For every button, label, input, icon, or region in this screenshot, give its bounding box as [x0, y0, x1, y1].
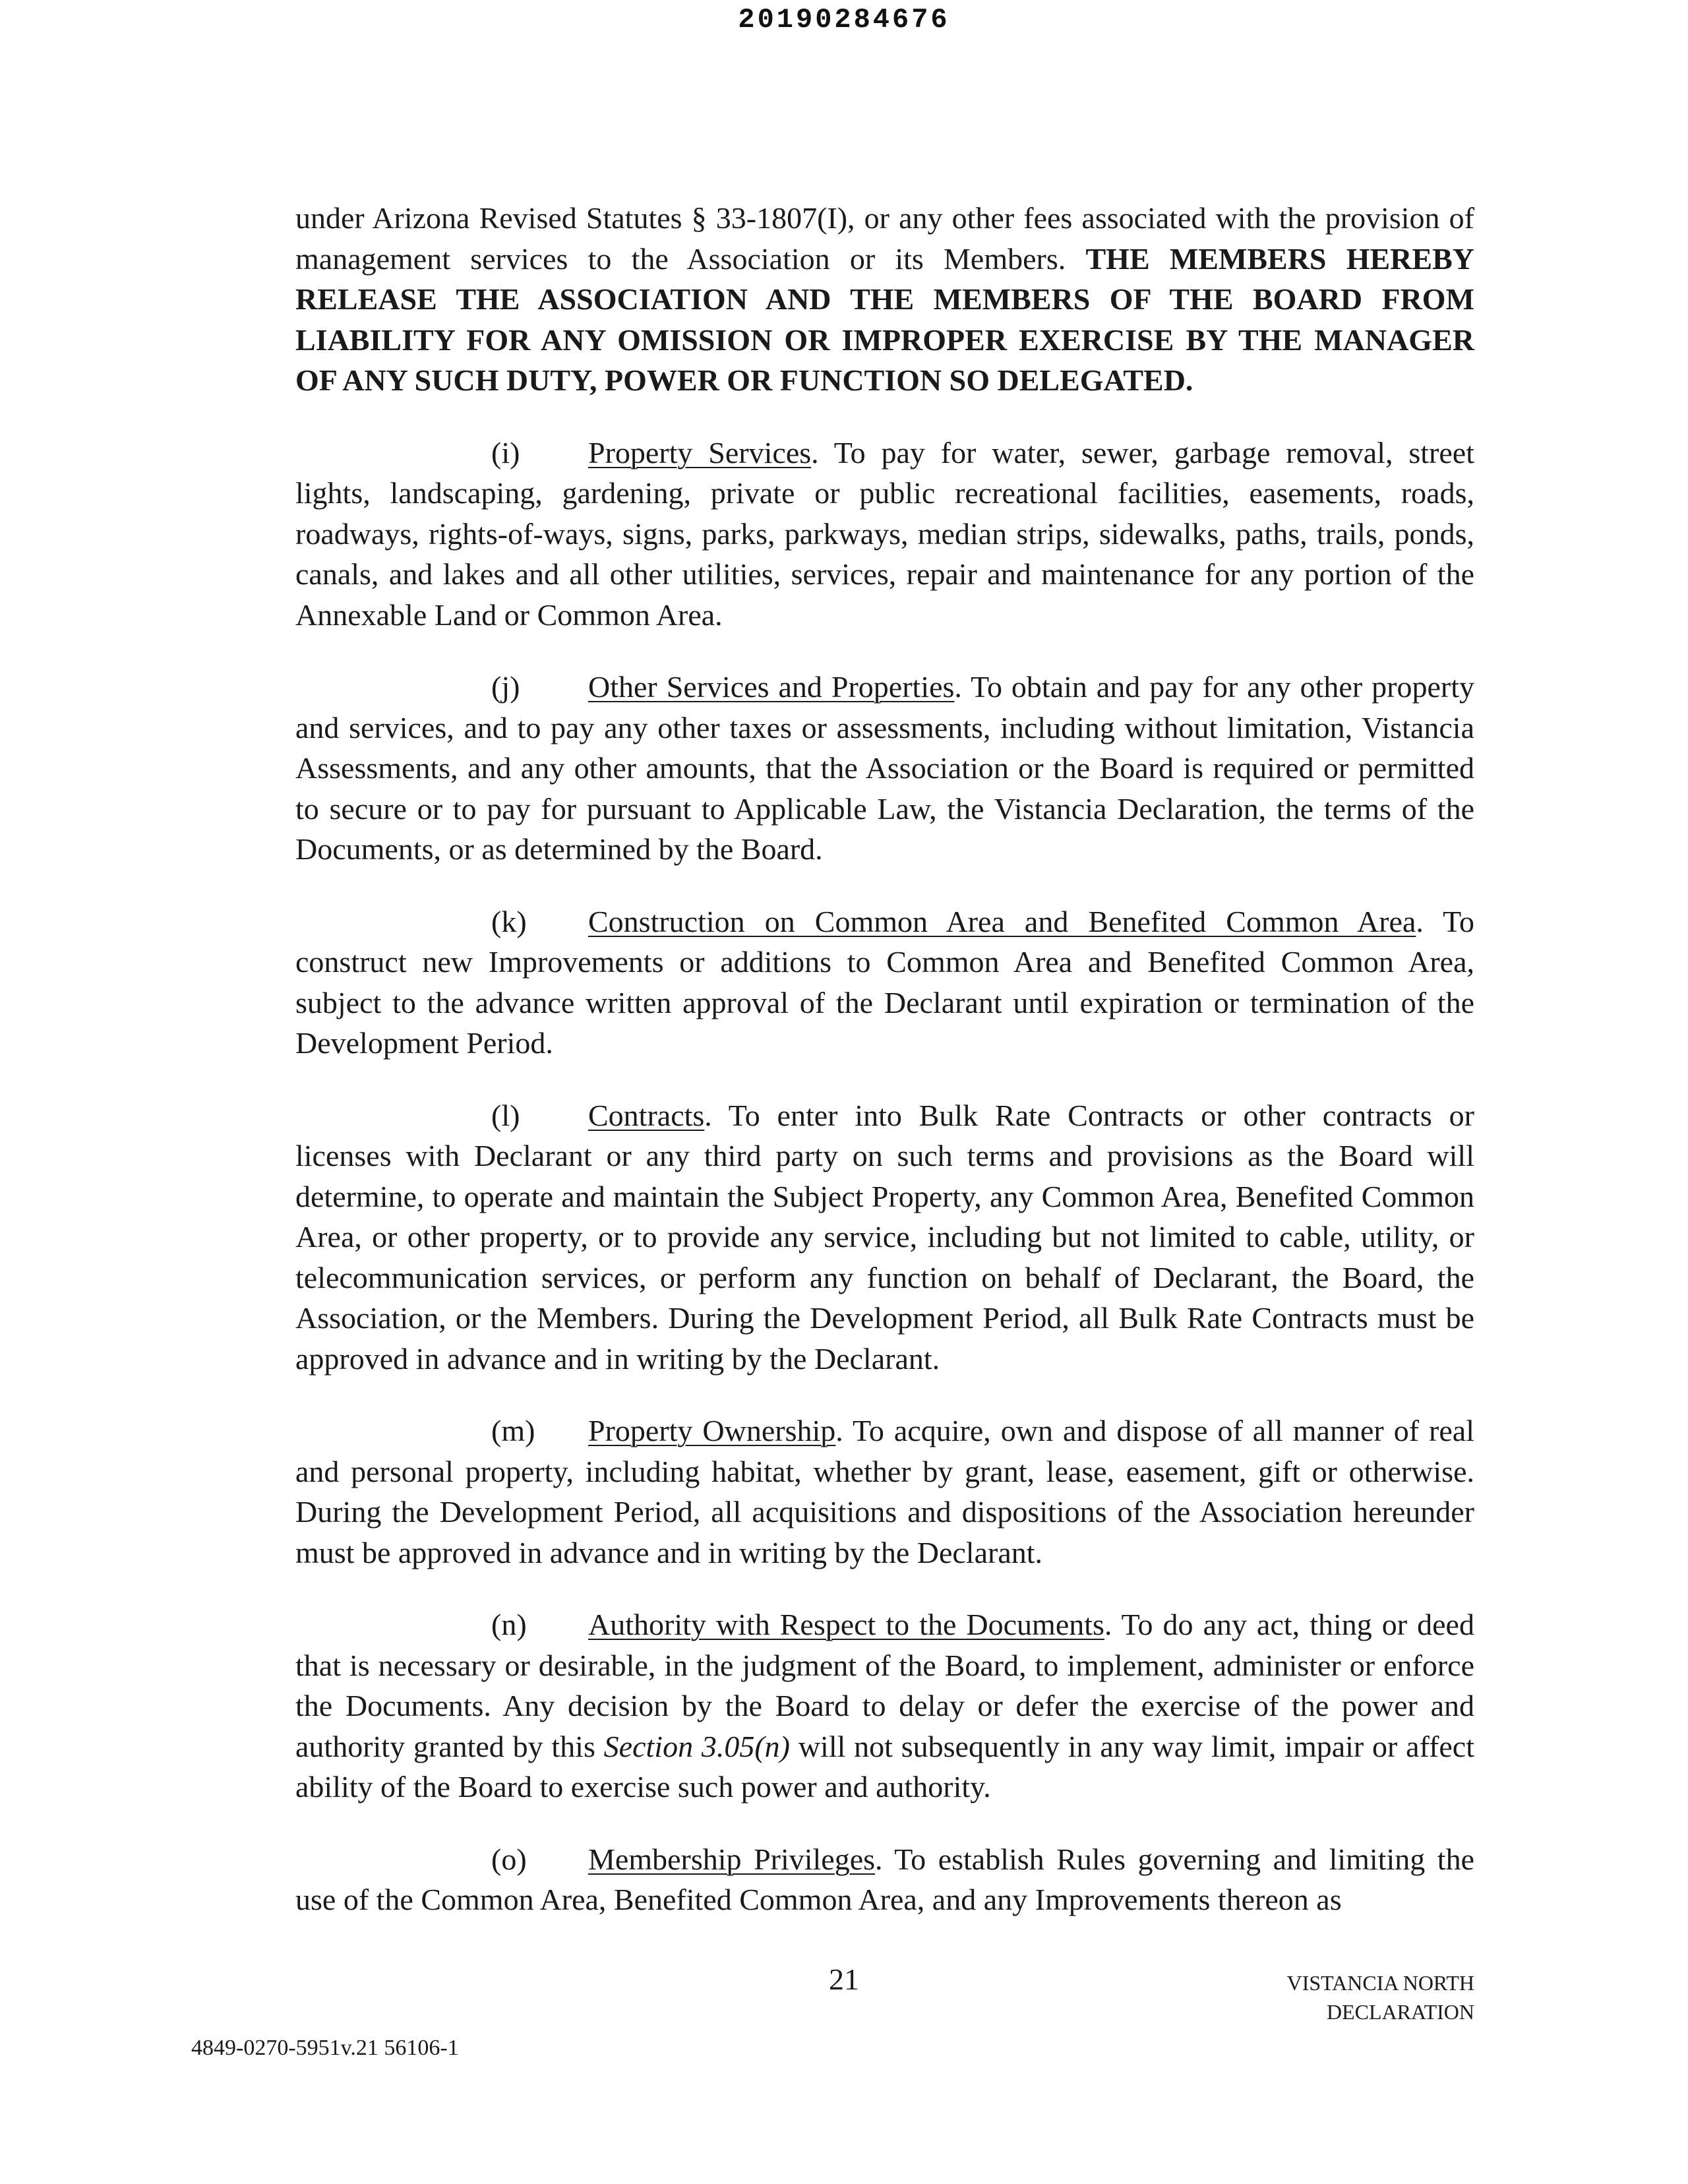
item-heading: Property Ownership	[588, 1414, 836, 1447]
item-enum: (n)	[491, 1608, 527, 1641]
item-enum: (j)	[491, 670, 520, 704]
item-j	[295, 667, 1474, 870]
page-number: 21	[829, 1962, 859, 1996]
item-text: . To establish Rules governing and limiting the use of the Common Area, Benefited Common Area, and any Improvements thereon as	[295, 1842, 1474, 1916]
item-text: . To construct new Improvements or additions to Common Area and Benefited Common Area, subject to the advance written approval of the Declarant until expiration or termination of the Development Period.	[295, 904, 1474, 1060]
recording-number: 20190284676	[738, 4, 950, 36]
item-o	[295, 1839, 1474, 1920]
item-heading: Contracts	[588, 1098, 705, 1132]
item-enum: (i)	[491, 435, 520, 470]
item-m	[295, 1410, 1474, 1573]
intro-text: under Arizona Revised Statutes § 33-1807(I), or any other fees associated with the provision of management services to the Association or its Members.	[295, 201, 1474, 276]
item-enum: (l)	[491, 1098, 520, 1132]
item-l	[295, 1095, 1474, 1380]
item-text: . To enter into Bulk Rate Contracts or other contracts or licenses with Declarant or any third party on such terms and provisions as the Board will determine, to operate and maintain the Subject Property, any Common Area, Benefited Common Area, or other property, or to provide any service, including but not limited to cable, utility, or telecommunication services, or perform any function on behalf of Declarant, the Board, the Association, or the Members. During the Development Period, all Bulk Rate Contracts must be approved in advance and in writing by the Declarant.	[295, 1098, 1474, 1376]
item-text: . To do any act, thing or deed that is necessary or desirable, in the judgment of the Board, to implement, administer or enforce the Documents. Any decision by the Board to delay or defer the exercise of the power and authority granted by this	[295, 1608, 1474, 1763]
item-n	[295, 1604, 1474, 1807]
section-reference: Section 3.05(n)	[603, 1729, 791, 1763]
item-heading: Construction on Common Area and Benefited Common Area	[588, 904, 1416, 938]
item-text: . To pay for water, sewer, garbage removal, street lights, landscaping, gardening, private or public recreational facilities, easements, roads, roadways, rights-of-ways, signs, parks, parkways, median strips, sidewalks, paths, trails, ponds, canals, and lakes and all other utilities, services, repair and maintenance for any portion of the Annexable Land or Common Area.	[295, 435, 1474, 632]
item-enum: (m)	[491, 1414, 535, 1447]
footer-title-line-2: DECLARATION	[1327, 2000, 1474, 2024]
intro-paragraph	[295, 198, 1474, 401]
item-heading: Property Services	[588, 435, 812, 470]
item-enum: (k)	[491, 904, 527, 938]
footer-title-line-1: VISTANCIA NORTH	[1286, 1971, 1474, 1995]
item-text: . To acquire, own and dispose of all manner of real and personal property, including habitat, whether by grant, lease, easement, gift or otherwise. During the Development Period, all acquisitions and dispositions of the Association hereunder must be approved in advance and in writing by the Declarant.	[295, 1414, 1474, 1569]
item-text: . To obtain and pay for any other property and services, and to pay any other taxes or assessments, including without limitation, Vistancia Assessments, and any other amounts, that the Association or the Board is required or permitted to secure or to pay for pursuant to Applicable Law, the Vistancia Declaration, the terms of the Documents, or as determined by the Board.	[295, 670, 1474, 866]
item-i	[295, 433, 1474, 636]
liability-release-text: THE MEMBERS HEREBY RELEASE THE ASSOCIATION AND THE MEMBERS OF THE BOARD FROM LIABILITY FOR ANY OMISSION OR IMPROPER EXERCISE BY THE MANAGER OF ANY SUCH DUTY, POWER OR FUNCTION SO DELEGATED.	[295, 241, 1474, 397]
footer-document-id: 4849-0270-5951v.21 56106-1	[191, 2036, 459, 2060]
item-heading: Membership Privileges	[588, 1842, 876, 1876]
item-heading: Authority with Respect to the Documents	[588, 1608, 1104, 1641]
item-text-after: will not subsequently in any way limit, impair or affect ability of the Board to exercise such power and authority.	[295, 1729, 1474, 1804]
item-enum: (o)	[491, 1842, 527, 1876]
footer-document-title	[1187, 1968, 1474, 2026]
item-k	[295, 901, 1474, 1064]
item-heading: Other Services and Properties	[588, 670, 955, 704]
document-body	[295, 198, 1474, 1952]
